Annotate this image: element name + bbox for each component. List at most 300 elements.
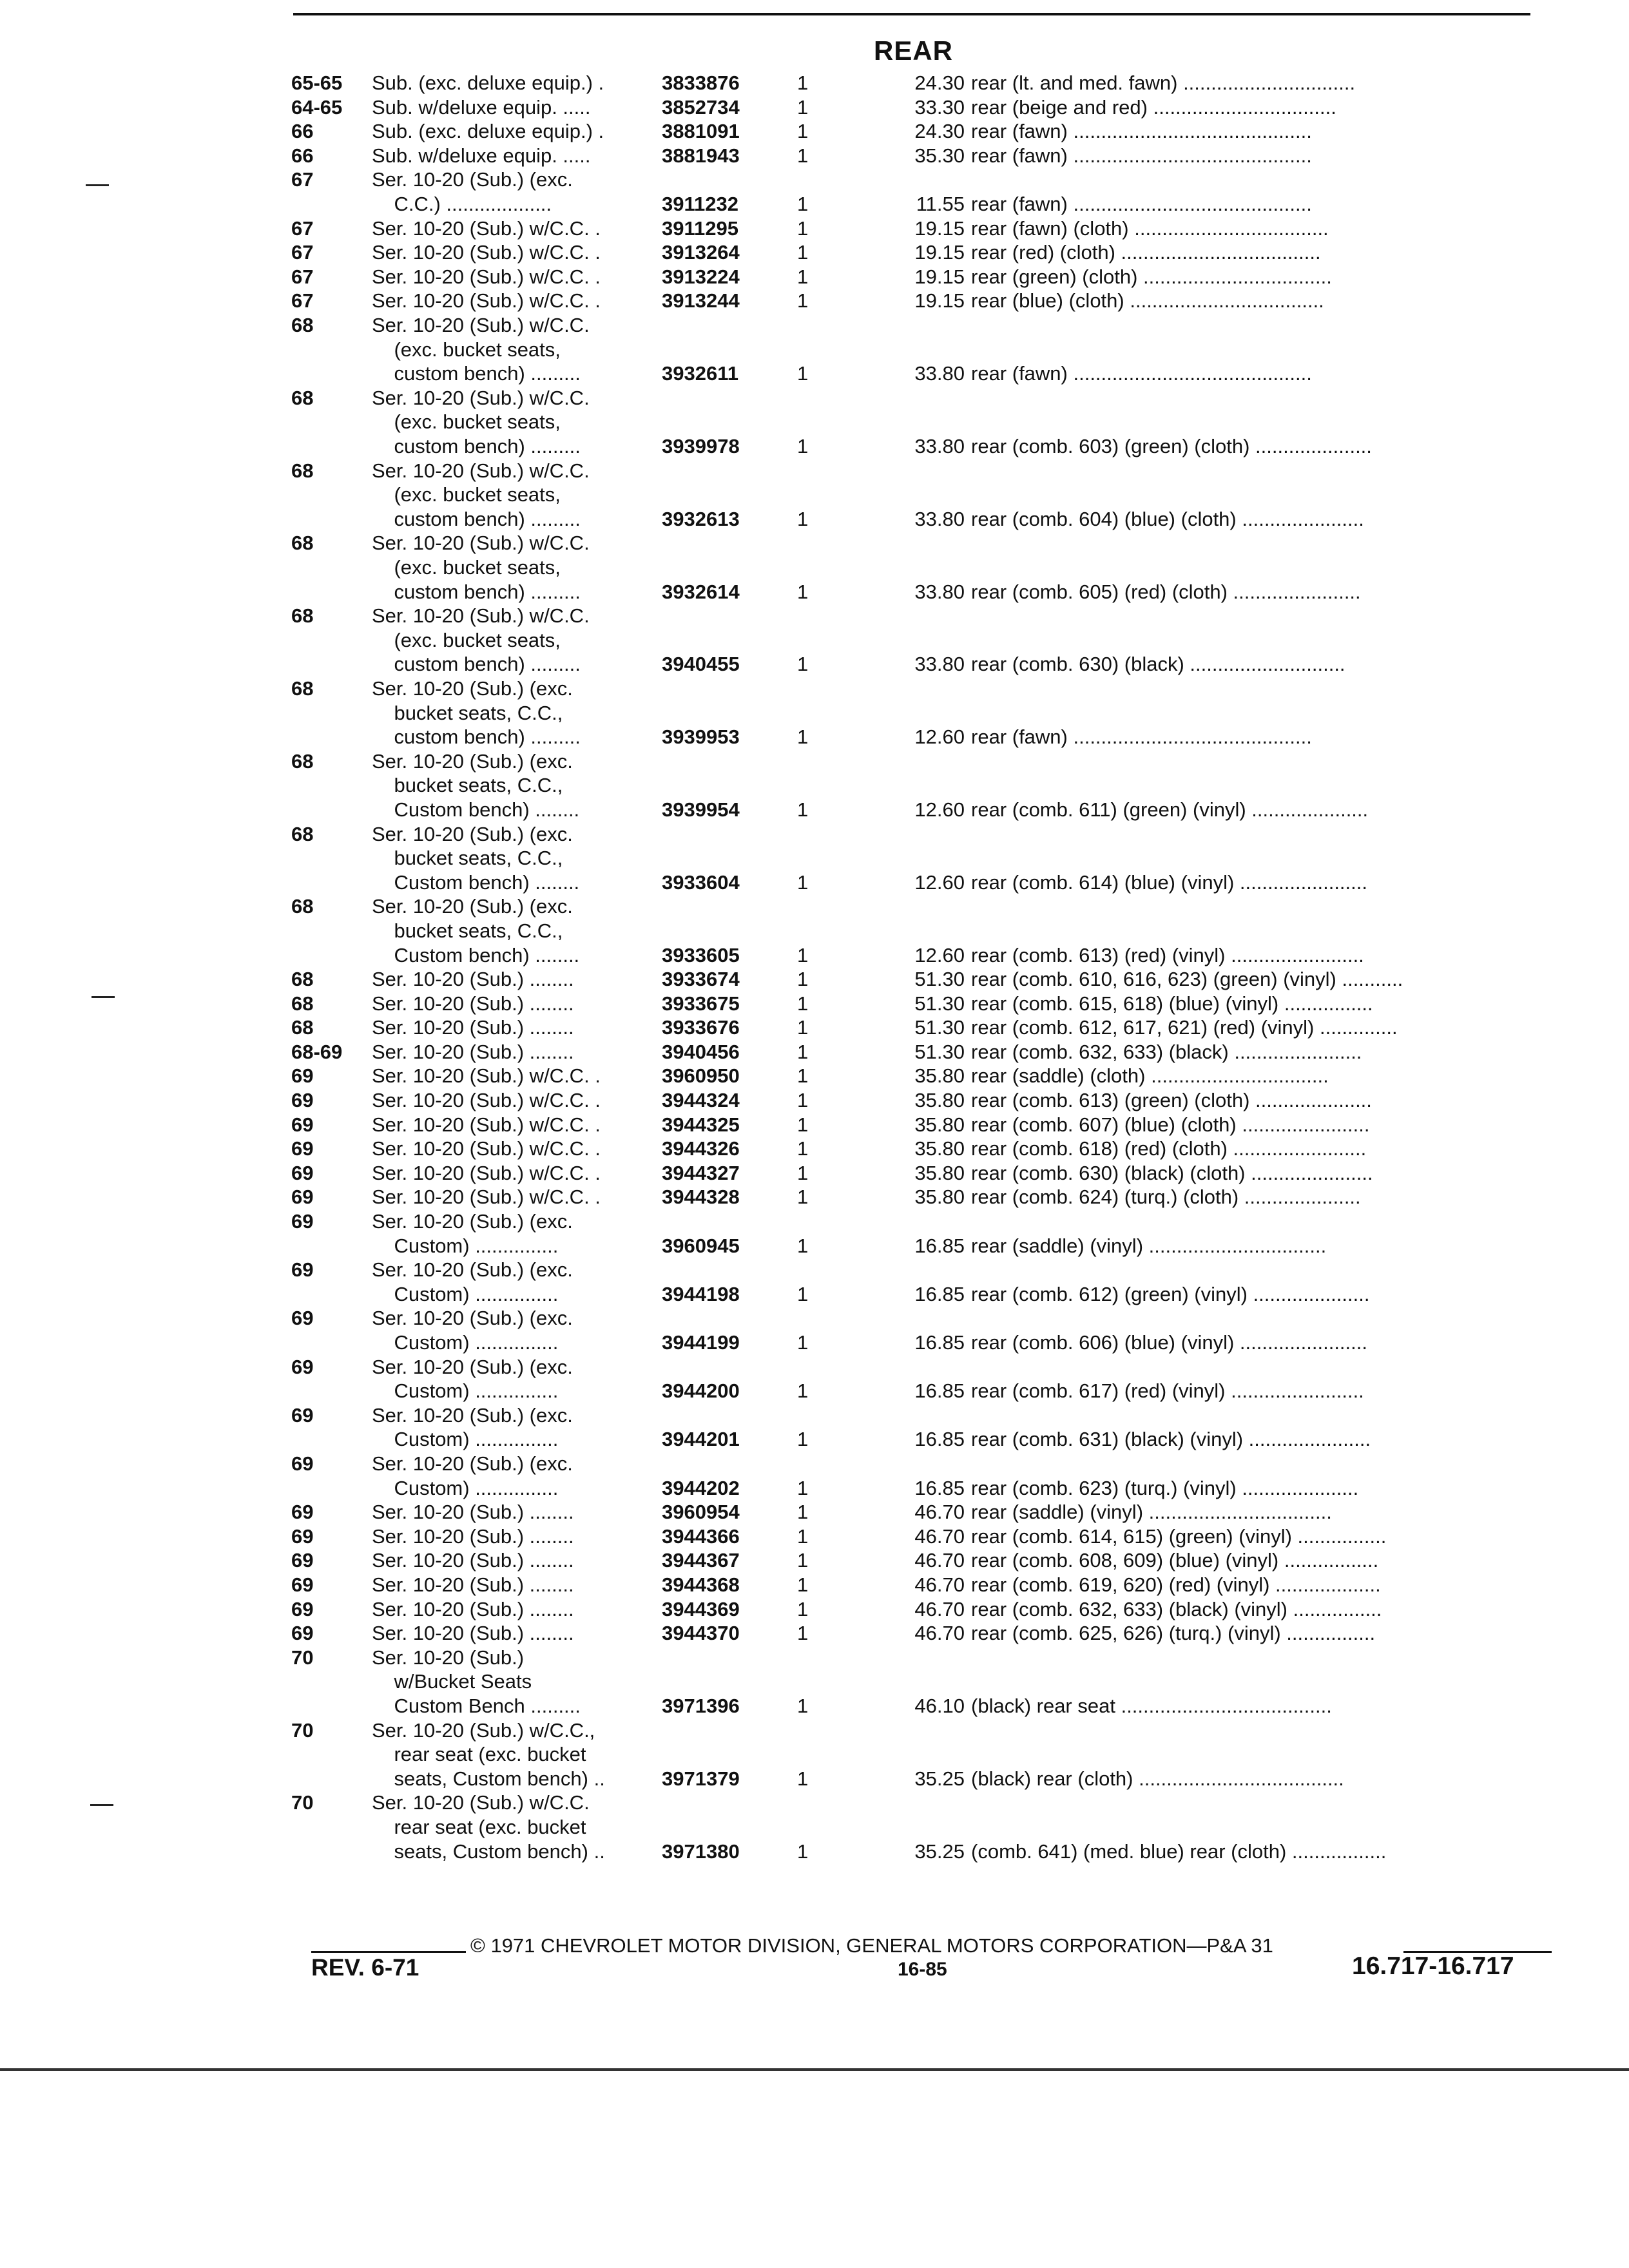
- part-number: 3939953: [662, 726, 740, 749]
- part-entry: [291, 1791, 1548, 1863]
- model-year: 69: [291, 1355, 314, 1378]
- description-line: Ser. 10-20 (Sub.) ........: [372, 1501, 574, 1524]
- model-year: 68: [291, 604, 314, 628]
- trim-description: rear (fawn) ...........................................: [971, 362, 1312, 385]
- part-number: 3913264: [662, 241, 740, 264]
- description-line: seats, Custom bench) ..: [372, 1840, 605, 1863]
- list-price: 33.80: [914, 653, 965, 676]
- model-year: 68: [291, 1016, 314, 1039]
- trim-description: rear (comb. 604) (blue) (cloth) ......................: [971, 507, 1364, 530]
- model-year: 68: [291, 532, 314, 555]
- model-year: 68: [291, 677, 314, 700]
- trim-description: rear (saddle) (vinyl) .................................: [971, 1501, 1332, 1524]
- trim-description: rear (comb. 618) (red) (cloth) ........................: [971, 1137, 1367, 1160]
- description-line: Ser. 10-20 (Sub.) w/C.C. .: [372, 265, 601, 288]
- model-year: 69: [291, 1452, 314, 1475]
- page-number: 16-85: [898, 1959, 947, 1980]
- list-price: 33.80: [914, 362, 965, 385]
- model-year: 68: [291, 749, 314, 773]
- description-line: Custom) ...............: [372, 1331, 559, 1354]
- list-price: 51.30: [914, 992, 965, 1015]
- description-line: Ser. 10-20 (Sub.) ........: [372, 1597, 574, 1620]
- quantity: 1: [797, 1089, 809, 1112]
- part-number: 3944325: [662, 1113, 740, 1136]
- part-number: 3944328: [662, 1186, 740, 1209]
- part-number: 3944366: [662, 1524, 740, 1548]
- model-year: 69: [291, 1597, 314, 1620]
- model-year: 69: [291, 1210, 314, 1233]
- description-line: Ser. 10-20 (Sub.) (exc.: [372, 1403, 573, 1427]
- trim-description: (comb. 641) (med. blue) rear (cloth) .................: [971, 1840, 1387, 1863]
- description-line: Ser. 10-20 (Sub.) w/C.C. .: [372, 1137, 601, 1160]
- part-entry: [291, 1524, 1548, 1549]
- part-number: 3911232: [662, 192, 738, 215]
- description-line: Ser. 10-20 (Sub.) ........: [372, 1016, 574, 1039]
- description-line: Custom) ...............: [372, 1234, 559, 1257]
- trim-description: rear (red) (cloth) ....................................: [971, 241, 1321, 264]
- part-number: 3940456: [662, 1040, 740, 1063]
- part-entry: [291, 1500, 1548, 1524]
- quantity: 1: [797, 241, 809, 264]
- list-price: 19.15: [914, 265, 965, 288]
- list-price: 12.60: [914, 726, 965, 749]
- description-line: Ser. 10-20 (Sub.) ........: [372, 1549, 574, 1572]
- part-number: 3944327: [662, 1161, 740, 1184]
- model-year: 69: [291, 1501, 314, 1524]
- list-price: 19.15: [914, 216, 965, 240]
- model-year: 67: [291, 216, 314, 240]
- part-number: 3940455: [662, 653, 740, 676]
- description-line: custom bench) .........: [372, 362, 581, 385]
- list-price: 35.80: [914, 1064, 965, 1088]
- model-year: 70: [291, 1791, 314, 1814]
- list-price: 16.85: [914, 1379, 965, 1403]
- part-entry: [291, 144, 1548, 168]
- list-price: 35.30: [914, 144, 965, 167]
- trim-description: rear (fawn) ...........................................: [971, 192, 1312, 215]
- part-entry: [291, 1088, 1548, 1113]
- description-line: Ser. 10-20 (Sub.) w/C.C. .: [372, 216, 601, 240]
- list-price: 46.70: [914, 1549, 965, 1572]
- part-entry: [291, 95, 1548, 120]
- quantity: 1: [797, 507, 809, 530]
- description-line: Ser. 10-20 (Sub.) w/C.C.: [372, 1791, 590, 1814]
- trim-description: rear (comb. 613) (red) (vinyl) ........................: [971, 943, 1364, 966]
- part-number: 3960950: [662, 1064, 740, 1088]
- trim-description: rear (comb. 632, 633) (black) .......................: [971, 1040, 1362, 1063]
- description-line: Ser. 10-20 (Sub.) w/C.C. .: [372, 1064, 601, 1088]
- description-line: Ser. 10-20 (Sub.) w/C.C. .: [372, 241, 601, 264]
- description-line: Ser. 10-20 (Sub.) ........: [372, 1573, 574, 1596]
- quantity: 1: [797, 1476, 809, 1499]
- list-price: 51.30: [914, 968, 965, 991]
- part-entry: [291, 1621, 1548, 1646]
- description-line: Ser. 10-20 (Sub.) (exc.: [372, 1258, 573, 1282]
- trim-description: rear (comb. 619, 620) (red) (vinyl) ...................: [971, 1573, 1381, 1596]
- part-entry: [291, 1161, 1548, 1186]
- model-year: 66: [291, 120, 314, 143]
- list-price: 33.30: [914, 95, 965, 119]
- list-price: 33.80: [914, 580, 965, 603]
- part-number: 3933605: [662, 943, 740, 966]
- description-line: (exc. bucket seats,: [372, 555, 561, 579]
- trim-description: rear (comb. 632, 633) (black) (vinyl) ................: [971, 1597, 1382, 1620]
- description-line: rear seat (exc. bucket: [372, 1815, 586, 1838]
- model-year: 67: [291, 241, 314, 264]
- model-year: 69: [291, 1622, 314, 1645]
- quantity: 1: [797, 362, 809, 385]
- quantity: 1: [797, 1622, 809, 1645]
- quantity: 1: [797, 580, 809, 603]
- description-line: (exc. bucket seats,: [372, 338, 561, 361]
- quantity: 1: [797, 653, 809, 676]
- model-year: 69: [291, 1403, 314, 1427]
- part-entry: [291, 313, 1548, 386]
- list-price: 35.80: [914, 1186, 965, 1209]
- description-line: custom bench) .........: [372, 580, 581, 603]
- description-line: Ser. 10-20 (Sub.) w/C.C. .: [372, 1113, 601, 1136]
- part-number: 3913244: [662, 289, 740, 312]
- part-entry: [291, 1040, 1548, 1064]
- part-number: 3881091: [662, 120, 740, 143]
- section-title: REAR: [874, 35, 954, 66]
- trim-description: rear (comb. 611) (green) (vinyl) .....................: [971, 798, 1369, 821]
- model-year: 69: [291, 1064, 314, 1088]
- description-line: Ser. 10-20 (Sub.) ........: [372, 1524, 574, 1548]
- model-year: 69: [291, 1258, 314, 1282]
- description-line: Ser. 10-20 (Sub.) (exc.: [372, 1452, 573, 1475]
- list-price: 35.80: [914, 1089, 965, 1112]
- description-line: bucket seats, C.C.,: [372, 774, 563, 797]
- quantity: 1: [797, 120, 809, 143]
- list-price: 51.30: [914, 1040, 965, 1063]
- description-line: Ser. 10-20 (Sub.) w/C.C.: [372, 604, 590, 628]
- model-year: 65-65: [291, 72, 343, 94]
- description-line: Custom bench) ........: [372, 798, 580, 821]
- description-line: Ser. 10-20 (Sub.) w/C.C.: [372, 459, 590, 482]
- trim-description: rear (comb. 612) (green) (vinyl) .....................: [971, 1282, 1370, 1305]
- description-line: Ser. 10-20 (Sub.): [372, 1646, 525, 1669]
- part-number: 3944324: [662, 1089, 740, 1112]
- list-price: 35.25: [914, 1840, 965, 1863]
- trim-description: rear (comb. 617) (red) (vinyl) ........................: [971, 1379, 1364, 1403]
- model-year: 69: [291, 1186, 314, 1209]
- model-year: 69: [291, 1161, 314, 1184]
- model-year: 69: [291, 1113, 314, 1136]
- list-price: 33.80: [914, 507, 965, 530]
- revision-label: REV. 6-71: [311, 1954, 419, 1981]
- part-entry: [291, 386, 1548, 459]
- part-entry: [291, 749, 1548, 822]
- model-year: 67: [291, 289, 314, 312]
- description-line: custom bench) .........: [372, 726, 581, 749]
- model-year: 68-69: [291, 1040, 343, 1063]
- quantity: 1: [797, 1161, 809, 1184]
- part-number: 3971396: [662, 1694, 740, 1717]
- description-line: Custom Bench .........: [372, 1694, 581, 1717]
- description-line: Ser. 10-20 (Sub.) w/C.C. .: [372, 289, 601, 312]
- part-entry: [291, 894, 1548, 967]
- trim-description: rear (fawn) ...........................................: [971, 726, 1312, 749]
- part-entry: [291, 1137, 1548, 1161]
- description-line: bucket seats, C.C.,: [372, 847, 563, 870]
- part-number: 3944326: [662, 1137, 740, 1160]
- part-number: 3932614: [662, 580, 740, 603]
- list-price: 19.15: [914, 241, 965, 264]
- part-entry: [291, 677, 1548, 749]
- quantity: 1: [797, 72, 809, 94]
- list-price: 12.60: [914, 943, 965, 966]
- model-year: 70: [291, 1646, 314, 1669]
- list-price: 24.30: [914, 72, 965, 94]
- part-number: 3944370: [662, 1622, 740, 1645]
- model-year: 69: [291, 1549, 314, 1572]
- footer-rule-left: [311, 1951, 466, 1953]
- list-price: 46.10: [914, 1694, 965, 1717]
- list-price: 16.85: [914, 1234, 965, 1257]
- part-entry: [291, 1573, 1548, 1597]
- trim-description: rear (fawn) ...........................................: [971, 144, 1312, 167]
- description-line: Ser. 10-20 (Sub.) (exc.: [372, 677, 573, 700]
- list-price: 16.85: [914, 1331, 965, 1354]
- trim-description: rear (comb. 623) (turq.) (vinyl) .....................: [971, 1476, 1359, 1499]
- quantity: 1: [797, 1331, 809, 1354]
- quantity: 1: [797, 798, 809, 821]
- bottom-rule: [0, 2068, 1629, 2071]
- description-line: Ser. 10-20 (Sub.) (exc.: [372, 1307, 573, 1330]
- description-line: Ser. 10-20 (Sub.) (exc.: [372, 895, 573, 918]
- description-line: Ser. 10-20 (Sub.) (exc.: [372, 168, 573, 191]
- margin-tick-mark: [90, 1804, 113, 1806]
- part-number: 3944198: [662, 1282, 740, 1305]
- part-number: 3933604: [662, 870, 740, 894]
- part-number: 3833876: [662, 72, 740, 94]
- list-price: 19.15: [914, 289, 965, 312]
- trim-description: rear (blue) (cloth) ...................................: [971, 289, 1324, 312]
- list-price: 16.85: [914, 1282, 965, 1305]
- description-line: Ser. 10-20 (Sub.) ........: [372, 992, 574, 1015]
- quantity: 1: [797, 216, 809, 240]
- quantity: 1: [797, 1428, 809, 1451]
- copyright-notice: © 1971 CHEVROLET MOTOR DIVISION, GENERAL MOTORS CORPORATION—P&A 31: [470, 1934, 1273, 1957]
- description-line: Ser. 10-20 (Sub.) w/C.C. .: [372, 1089, 601, 1112]
- list-price: 46.70: [914, 1501, 965, 1524]
- list-price: 12.60: [914, 870, 965, 894]
- description-line: Sub. w/deluxe equip. .....: [372, 144, 591, 167]
- quantity: 1: [797, 192, 809, 215]
- list-price: 12.60: [914, 798, 965, 821]
- quantity: 1: [797, 1016, 809, 1039]
- model-year: 68: [291, 822, 314, 845]
- trim-description: rear (comb. 624) (turq.) (cloth) .....................: [971, 1186, 1361, 1209]
- trim-description: rear (comb. 614, 615) (green) (vinyl) ................: [971, 1524, 1387, 1548]
- description-line: Ser. 10-20 (Sub.) (exc.: [372, 1210, 573, 1233]
- description-line: (exc. bucket seats,: [372, 483, 561, 506]
- top-rule: [293, 13, 1530, 15]
- part-entry: [291, 1306, 1548, 1354]
- trim-description: rear (comb. 612, 617, 621) (red) (vinyl) ..............: [971, 1016, 1398, 1039]
- list-price: 46.70: [914, 1573, 965, 1596]
- quantity: 1: [797, 1282, 809, 1305]
- description-line: Ser. 10-20 (Sub.) ........: [372, 1622, 574, 1645]
- trim-description: rear (comb. 625, 626) (turq.) (vinyl) ................: [971, 1622, 1376, 1645]
- quantity: 1: [797, 95, 809, 119]
- margin-tick-mark: [92, 996, 115, 998]
- quantity: 1: [797, 1501, 809, 1524]
- trim-description: rear (saddle) (vinyl) ................................: [971, 1234, 1327, 1257]
- quantity: 1: [797, 992, 809, 1015]
- description-line: Custom bench) ........: [372, 870, 580, 894]
- description-line: Ser. 10-20 (Sub.) w/C.C.: [372, 532, 590, 555]
- catalog-code: 16.717-16.717: [1352, 1952, 1514, 1980]
- description-line: Ser. 10-20 (Sub.) w/C.C. .: [372, 1161, 601, 1184]
- description-line: Ser. 10-20 (Sub.) w/C.C.,: [372, 1718, 595, 1742]
- list-price: 11.55: [916, 192, 965, 215]
- description-line: Custom bench) ........: [372, 943, 580, 966]
- part-entry: [291, 822, 1548, 895]
- part-number: 3932613: [662, 507, 740, 530]
- part-entry: [291, 1355, 1548, 1403]
- part-entry: [291, 1185, 1548, 1209]
- list-price: 35.80: [914, 1113, 965, 1136]
- description-line: Ser. 10-20 (Sub.) (exc.: [372, 822, 573, 845]
- model-year: 68: [291, 968, 314, 991]
- quantity: 1: [797, 1040, 809, 1063]
- model-year: 68: [291, 386, 314, 409]
- quantity: 1: [797, 434, 809, 457]
- part-entry: [291, 1548, 1548, 1573]
- part-number: 3881943: [662, 144, 740, 167]
- part-number: 3939954: [662, 798, 740, 821]
- quantity: 1: [797, 1597, 809, 1620]
- trim-description: rear (lt. and med. fawn) ...............................: [971, 72, 1356, 94]
- quantity: 1: [797, 1064, 809, 1088]
- part-entry: [291, 1258, 1548, 1306]
- part-entry: [291, 168, 1548, 216]
- quantity: 1: [797, 726, 809, 749]
- part-entry: [291, 265, 1548, 289]
- quantity: 1: [797, 870, 809, 894]
- part-number: 3933675: [662, 992, 740, 1015]
- part-entry: [291, 1209, 1548, 1258]
- quantity: 1: [797, 943, 809, 966]
- part-entry: [291, 216, 1548, 241]
- part-number: 3960945: [662, 1234, 740, 1257]
- list-price: 51.30: [914, 1016, 965, 1039]
- part-entry: [291, 604, 1548, 677]
- description-line: Custom) ...............: [372, 1476, 559, 1499]
- description-line: custom bench) .........: [372, 653, 581, 676]
- list-price: 16.85: [914, 1428, 965, 1451]
- trim-description: rear (comb. 605) (red) (cloth) .......................: [971, 580, 1361, 603]
- list-price: 35.25: [914, 1767, 965, 1790]
- part-number: 3939978: [662, 434, 740, 457]
- model-year: 67: [291, 168, 314, 191]
- trim-description: rear (fawn) (cloth) ...................................: [971, 216, 1329, 240]
- part-number: 3944199: [662, 1331, 740, 1354]
- trim-description: rear (saddle) (cloth) ................................: [971, 1064, 1329, 1088]
- description-line: Sub. (exc. deluxe equip.) .: [372, 72, 604, 94]
- part-entry: [291, 1015, 1548, 1040]
- list-price: 33.80: [914, 434, 965, 457]
- part-number: 3944367: [662, 1549, 740, 1572]
- part-number: 3933676: [662, 1016, 740, 1039]
- list-price: 35.80: [914, 1161, 965, 1184]
- description-line: Ser. 10-20 (Sub.) ........: [372, 1040, 574, 1063]
- part-number: 3944201: [662, 1428, 740, 1451]
- description-line: C.C.) ...................: [372, 192, 552, 215]
- part-entry: [291, 1718, 1548, 1791]
- part-number: 3913224: [662, 265, 740, 288]
- part-number: 3944202: [662, 1476, 740, 1499]
- description-line: Ser. 10-20 (Sub.) ........: [372, 968, 574, 991]
- part-entry: [291, 1113, 1548, 1137]
- trim-description: rear (comb. 608, 609) (blue) (vinyl) .................: [971, 1549, 1379, 1572]
- trim-description: rear (comb. 603) (green) (cloth) .....................: [971, 434, 1372, 457]
- description-line: (exc. bucket seats,: [372, 628, 561, 651]
- part-number: 3933674: [662, 968, 740, 991]
- description-line: Custom) ...............: [372, 1379, 559, 1403]
- description-line: rear seat (exc. bucket: [372, 1743, 586, 1766]
- list-price: 46.70: [914, 1597, 965, 1620]
- trim-description: rear (fawn) ...........................................: [971, 120, 1312, 143]
- quantity: 1: [797, 1767, 809, 1790]
- quantity: 1: [797, 1840, 809, 1863]
- trim-description: rear (comb. 630) (black) ............................: [971, 653, 1345, 676]
- quantity: 1: [797, 1694, 809, 1717]
- quantity: 1: [797, 1379, 809, 1403]
- part-number: 3944369: [662, 1597, 740, 1620]
- trim-description: rear (comb. 613) (green) (cloth) .....................: [971, 1089, 1372, 1112]
- model-year: 68: [291, 459, 314, 482]
- trim-description: rear (comb. 615, 618) (blue) (vinyl) ................: [971, 992, 1373, 1015]
- parts-list: [291, 71, 1548, 1863]
- trim-description: rear (comb. 614) (blue) (vinyl) .......................: [971, 870, 1367, 894]
- description-line: Ser. 10-20 (Sub.) w/C.C.: [372, 386, 590, 409]
- model-year: 69: [291, 1573, 314, 1596]
- part-entry: [291, 1646, 1548, 1718]
- model-year: 64-65: [291, 95, 343, 119]
- part-entry: [291, 1403, 1548, 1452]
- part-entry: [291, 992, 1548, 1016]
- trim-description: rear (comb. 630) (black) (cloth) ......................: [971, 1161, 1373, 1184]
- part-number: 3852734: [662, 95, 740, 119]
- trim-description: rear (comb. 607) (blue) (cloth) .......................: [971, 1113, 1370, 1136]
- model-year: 69: [291, 1137, 314, 1160]
- part-entry: [291, 1064, 1548, 1088]
- quantity: 1: [797, 289, 809, 312]
- trim-description: rear (green) (cloth) ..................................: [971, 265, 1332, 288]
- list-price: 35.80: [914, 1137, 965, 1160]
- part-entry: [291, 1597, 1548, 1622]
- part-entry: [291, 240, 1548, 265]
- quantity: 1: [797, 144, 809, 167]
- quantity: 1: [797, 1113, 809, 1136]
- part-entry: [291, 119, 1548, 144]
- quantity: 1: [797, 1186, 809, 1209]
- description-line: Ser. 10-20 (Sub.) (exc.: [372, 1355, 573, 1378]
- model-year: 68: [291, 895, 314, 918]
- quantity: 1: [797, 1234, 809, 1257]
- part-entry: [291, 289, 1548, 313]
- description-line: custom bench) .........: [372, 507, 581, 530]
- trim-description: rear (comb. 631) (black) (vinyl) ......................: [971, 1428, 1371, 1451]
- part-entry: [291, 459, 1548, 532]
- trim-description: rear (comb. 610, 616, 623) (green) (vinyl) ...........: [971, 968, 1403, 991]
- description-line: Sub. w/deluxe equip. .....: [372, 95, 591, 119]
- part-number: 3944368: [662, 1573, 740, 1596]
- model-year: 69: [291, 1089, 314, 1112]
